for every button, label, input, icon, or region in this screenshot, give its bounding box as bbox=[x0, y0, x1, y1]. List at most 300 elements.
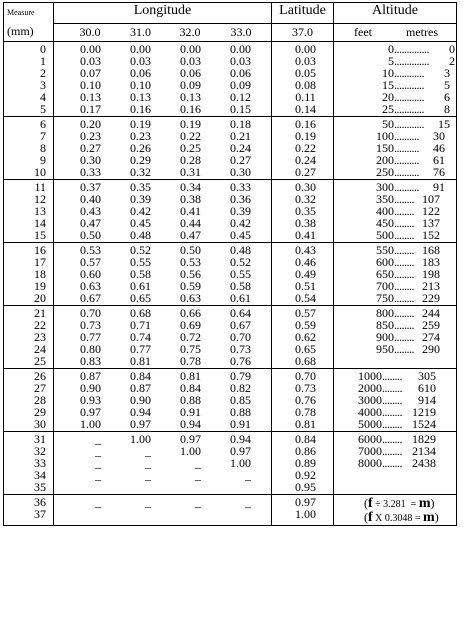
latitude-value: 0.86 bbox=[295, 444, 316, 457]
longitude-value bbox=[201, 508, 251, 520]
longitude-value: 0.73 bbox=[230, 342, 251, 355]
altitude-metres: 5 bbox=[444, 78, 450, 91]
latitude-header: Latitude bbox=[272, 3, 334, 24]
altitude-row bbox=[334, 256, 456, 268]
longitude-row bbox=[54, 382, 271, 394]
conversion-formula bbox=[334, 496, 456, 510]
longitude-value: 0.21 bbox=[230, 129, 251, 142]
longitude-value: 0.93 bbox=[80, 393, 101, 406]
longitude-value: 0.19 bbox=[130, 117, 151, 130]
longitude-value: 0.39 bbox=[130, 192, 151, 205]
altitude-row bbox=[334, 229, 456, 241]
longitude-row bbox=[54, 457, 271, 469]
altitude-metres: 3 bbox=[444, 66, 450, 79]
altitude-dots: .............. bbox=[394, 54, 429, 67]
altitude-row bbox=[334, 307, 456, 319]
latitude-value: 0.38 bbox=[295, 216, 316, 229]
longitude-value: 0.17 bbox=[80, 102, 101, 115]
altitude-cell bbox=[334, 431, 457, 494]
latitude-value: 0.35 bbox=[295, 204, 316, 217]
longitude-value: _ bbox=[245, 468, 251, 481]
longitude-row bbox=[54, 154, 271, 166]
altitude-metres: 229 bbox=[422, 291, 440, 304]
altitude-row bbox=[334, 280, 456, 292]
longitude-value: 0.29 bbox=[130, 153, 151, 166]
measure-cell bbox=[4, 305, 54, 368]
measure-value: 5 bbox=[40, 102, 46, 115]
longitude-cell bbox=[54, 494, 272, 525]
latitude-value: 0.81 bbox=[295, 417, 316, 430]
longitude-row bbox=[54, 268, 271, 280]
longitude-value: _ bbox=[145, 444, 151, 457]
altitude-metres: 8 bbox=[444, 102, 450, 115]
longitude-row bbox=[54, 205, 271, 217]
latitude-value: 0.92 bbox=[295, 468, 316, 481]
altitude-feet: 450 bbox=[376, 216, 394, 229]
longitude-value: 0.10 bbox=[130, 78, 151, 91]
longitude-value: 0.31 bbox=[180, 165, 201, 178]
longitude-value: 0.06 bbox=[130, 66, 151, 79]
altitude-feet: 25 bbox=[382, 102, 394, 115]
longitude-value: _ bbox=[95, 432, 101, 445]
longitude-row bbox=[54, 118, 271, 130]
longitude-value: 0.74 bbox=[130, 330, 151, 343]
longitude-value: 0.03 bbox=[80, 54, 101, 67]
longitude-value: 0.44 bbox=[180, 216, 201, 229]
longitude-row bbox=[54, 445, 271, 457]
altitude-row bbox=[334, 319, 456, 331]
longitude-value: 0.53 bbox=[80, 243, 101, 256]
altitude-row bbox=[334, 217, 456, 229]
altitude-dots: ............ bbox=[394, 78, 424, 91]
longitude-header: Longitude bbox=[54, 3, 272, 24]
longitude-row bbox=[54, 307, 271, 319]
longitude-value: 0.61 bbox=[230, 291, 251, 304]
measure-value: 36 bbox=[34, 495, 46, 508]
altitude-feet: 5000 bbox=[358, 417, 382, 430]
altitude-dots: ........ bbox=[382, 432, 402, 445]
measure-value: 17 bbox=[34, 255, 46, 268]
longitude-value: 0.52 bbox=[230, 255, 251, 268]
latitude-value: 0.43 bbox=[295, 243, 316, 256]
longitude-row bbox=[54, 193, 271, 205]
longitude-value: 0.50 bbox=[180, 243, 201, 256]
longitude-value: _ bbox=[95, 468, 101, 481]
longitude-value: 0.58 bbox=[130, 267, 151, 280]
paren: ( bbox=[364, 495, 368, 510]
longitude-value: _ bbox=[145, 468, 151, 481]
header-row bbox=[4, 3, 457, 24]
longitude-subheaders bbox=[54, 23, 272, 41]
longitude-value: 0.97 bbox=[130, 417, 151, 430]
altitude-dots: .......... bbox=[394, 165, 419, 178]
longitude-value: 0.59 bbox=[180, 279, 201, 292]
latitude-cell bbox=[272, 494, 334, 525]
latitude-value: 0.51 bbox=[295, 279, 316, 292]
longitude-value: 0.94 bbox=[180, 417, 201, 430]
altitude-row bbox=[334, 118, 456, 130]
altitude-metres: 15 bbox=[438, 117, 450, 130]
longitude-value: 0.60 bbox=[80, 267, 101, 280]
longitude-cell bbox=[54, 116, 272, 179]
altitude-feet: 0 bbox=[388, 42, 394, 55]
table-row-group bbox=[4, 242, 457, 305]
longitude-value: 0.71 bbox=[130, 318, 151, 331]
longitude-row bbox=[54, 229, 271, 241]
altitude-dots: ........ bbox=[394, 243, 414, 256]
altitude-metres: 107 bbox=[422, 192, 440, 205]
longitude-value: 0.28 bbox=[180, 153, 201, 166]
longitude-value: 0.97 bbox=[180, 432, 201, 445]
measure-value: 0 bbox=[40, 42, 46, 55]
latitude-value: 0.22 bbox=[295, 141, 316, 154]
longitude-value bbox=[151, 481, 201, 493]
altitude-feet: 200 bbox=[376, 153, 394, 166]
longitude-row bbox=[54, 508, 271, 520]
longitude-value: 0.66 bbox=[180, 306, 201, 319]
altitude-row bbox=[334, 130, 456, 142]
latitude-cell bbox=[272, 179, 334, 242]
altitude-header: Altitude bbox=[334, 3, 457, 24]
altitude-dots: ........ bbox=[394, 204, 414, 217]
longitude-value: _ bbox=[95, 444, 101, 457]
longitude-value: 0.56 bbox=[180, 267, 201, 280]
measure-value: 23 bbox=[34, 330, 46, 343]
longitude-row bbox=[54, 292, 271, 304]
longitude-value: 0.06 bbox=[180, 66, 201, 79]
altitude-metres: 2134 bbox=[412, 444, 436, 457]
longitude-value: 0.20 bbox=[80, 117, 101, 130]
longitude-value: 0.97 bbox=[80, 405, 101, 418]
longitude-cell bbox=[54, 368, 272, 431]
altitude-feet: 150 bbox=[376, 141, 394, 154]
longitude-value: 0.36 bbox=[230, 192, 251, 205]
longitude-value: 0.88 bbox=[180, 393, 201, 406]
subheader-row bbox=[4, 23, 457, 41]
altitude-feet: 3000 bbox=[358, 393, 382, 406]
altitude-dots: ........ bbox=[382, 456, 402, 469]
altitude-feet: 500 bbox=[376, 228, 394, 241]
altitude-metres: 183 bbox=[422, 255, 440, 268]
longitude-value: 0.16 bbox=[130, 102, 151, 115]
longitude-value: _ bbox=[195, 495, 201, 508]
measure-value: 6 bbox=[40, 117, 46, 130]
feet-symbol: f bbox=[368, 509, 373, 525]
altitude-feet: 350 bbox=[376, 192, 394, 205]
longitude-value: 0.33 bbox=[230, 180, 251, 193]
alt-metres-header: metres bbox=[406, 24, 438, 39]
longitude-row bbox=[54, 79, 271, 91]
longitude-value: 0.25 bbox=[180, 141, 201, 154]
measure-value: 11 bbox=[34, 180, 46, 193]
measure-value: 34 bbox=[34, 468, 46, 481]
longitude-value bbox=[54, 508, 101, 520]
measure-cell bbox=[4, 179, 54, 242]
altitude-feet: 20 bbox=[382, 90, 394, 103]
altitude-feet: 550 bbox=[376, 243, 394, 256]
altitude-metres: 91 bbox=[433, 180, 445, 193]
longitude-value: 0.34 bbox=[180, 180, 201, 193]
longitude-row bbox=[54, 418, 271, 430]
altitude-row bbox=[334, 43, 456, 55]
longitude-value: 0.65 bbox=[130, 291, 151, 304]
longitude-row bbox=[54, 166, 271, 178]
altitude-feet: 15 bbox=[382, 78, 394, 91]
longitude-value: 0.70 bbox=[230, 330, 251, 343]
latitude-value: 0.27 bbox=[295, 165, 316, 178]
altitude-metres: 198 bbox=[422, 267, 440, 280]
measure-value: 4 bbox=[40, 90, 46, 103]
latitude-value: 0.95 bbox=[295, 480, 316, 493]
table-row-group bbox=[4, 368, 457, 431]
longitude-value bbox=[101, 481, 151, 493]
altitude-feet: 300 bbox=[376, 180, 394, 193]
altitude-metres: 30 bbox=[433, 129, 445, 142]
longitude-value: 0.09 bbox=[180, 78, 201, 91]
measure-value: 24 bbox=[34, 342, 46, 355]
longitude-cell bbox=[54, 305, 272, 368]
longitude-row bbox=[54, 433, 271, 445]
longitude-value: 0.00 bbox=[130, 42, 151, 55]
altitude-row bbox=[334, 418, 456, 430]
longitude-value: 0.67 bbox=[230, 318, 251, 331]
altitude-dots: ........ bbox=[394, 228, 414, 241]
longitude-value: 0.61 bbox=[130, 279, 151, 292]
altitude-dots: ............ bbox=[394, 117, 424, 130]
longitude-row bbox=[54, 469, 271, 481]
table-row-group bbox=[4, 305, 457, 368]
measure-value: 7 bbox=[40, 129, 46, 142]
longitude-row bbox=[54, 103, 271, 115]
longitude-value: 0.52 bbox=[130, 243, 151, 256]
altitude-metres: 76 bbox=[433, 165, 445, 178]
longitude-value: 0.09 bbox=[230, 78, 251, 91]
latitude-value: 0.70 bbox=[295, 369, 316, 382]
longitude-value: 0.47 bbox=[180, 228, 201, 241]
longitude-value: 0.27 bbox=[230, 153, 251, 166]
latitude-value: 0.76 bbox=[295, 393, 316, 406]
lon-col-header: 32.0 bbox=[179, 24, 201, 39]
longitude-value: 0.40 bbox=[80, 192, 101, 205]
latitude-value: 0.03 bbox=[295, 54, 316, 67]
latitude-cell bbox=[272, 305, 334, 368]
longitude-value: 0.78 bbox=[180, 354, 201, 367]
altitude-feet: 650 bbox=[376, 267, 394, 280]
longitude-value: 0.77 bbox=[80, 330, 101, 343]
altitude-cell bbox=[334, 494, 457, 525]
altitude-metres: 6 bbox=[444, 90, 450, 103]
measure-cell bbox=[4, 242, 54, 305]
longitude-value: 0.45 bbox=[130, 216, 151, 229]
longitude-value: 0.24 bbox=[230, 141, 251, 154]
longitude-row bbox=[54, 496, 271, 508]
altitude-dots: ........ bbox=[394, 267, 414, 280]
longitude-row bbox=[54, 481, 271, 493]
conversion-table-sheet bbox=[3, 2, 457, 526]
altitude-feet: 700 bbox=[376, 279, 394, 292]
latitude-value: 0.46 bbox=[295, 255, 316, 268]
longitude-value: 0.07 bbox=[80, 66, 101, 79]
altitude-feet: 750 bbox=[376, 291, 394, 304]
altitude-row bbox=[334, 394, 456, 406]
table-row-group bbox=[4, 431, 457, 494]
longitude-value: 0.88 bbox=[230, 405, 251, 418]
altitude-feet: 7000 bbox=[358, 444, 382, 457]
altitude-row bbox=[334, 406, 456, 418]
altitude-feet: 50 bbox=[382, 117, 394, 130]
measure-value: 9 bbox=[40, 153, 46, 166]
longitude-value: 0.35 bbox=[130, 180, 151, 193]
longitude-row bbox=[54, 343, 271, 355]
longitude-row bbox=[54, 370, 271, 382]
longitude-row bbox=[54, 394, 271, 406]
measure-cell bbox=[4, 431, 54, 494]
measure-value: 16 bbox=[34, 243, 46, 256]
altitude-dots: ............ bbox=[394, 66, 424, 79]
latitude-value: 0.00 bbox=[295, 42, 316, 55]
longitude-value: 0.13 bbox=[80, 90, 101, 103]
longitude-value: 0.26 bbox=[130, 141, 151, 154]
longitude-value: 0.87 bbox=[130, 381, 151, 394]
altitude-dots: ............ bbox=[394, 102, 424, 115]
longitude-value: 0.13 bbox=[130, 90, 151, 103]
altitude-dots: ........ bbox=[394, 255, 414, 268]
table-body bbox=[4, 41, 457, 525]
longitude-value: 0.37 bbox=[80, 180, 101, 193]
longitude-value bbox=[54, 481, 101, 493]
measure-value: 33 bbox=[34, 456, 46, 469]
longitude-value: 0.42 bbox=[230, 216, 251, 229]
lon-col-header: 30.0 bbox=[79, 24, 101, 39]
measure-value: 25 bbox=[34, 354, 46, 367]
altitude-cell bbox=[334, 305, 457, 368]
longitude-value: 0.91 bbox=[180, 405, 201, 418]
longitude-value: 0.87 bbox=[80, 369, 101, 382]
measure-value: 26 bbox=[34, 369, 46, 382]
longitude-row bbox=[54, 355, 271, 367]
longitude-row bbox=[54, 130, 271, 142]
altitude-dots: ........ bbox=[394, 318, 414, 331]
measure-value: 14 bbox=[34, 216, 46, 229]
longitude-value: 1.00 bbox=[230, 456, 251, 469]
longitude-cell bbox=[54, 41, 272, 116]
altitude-feet: 250 bbox=[376, 165, 394, 178]
latitude-value: 0.97 bbox=[295, 495, 316, 508]
longitude-value: 0.90 bbox=[130, 393, 151, 406]
longitude-value: _ bbox=[145, 456, 151, 469]
latitude-value: 0.73 bbox=[295, 381, 316, 394]
longitude-row bbox=[54, 55, 271, 67]
longitude-value: 0.15 bbox=[230, 102, 251, 115]
longitude-row bbox=[54, 331, 271, 343]
altitude-feet: 600 bbox=[376, 255, 394, 268]
altitude-row bbox=[334, 154, 456, 166]
longitude-row bbox=[54, 319, 271, 331]
longitude-value: 0.23 bbox=[80, 129, 101, 142]
altitude-metres: 2438 bbox=[412, 456, 436, 469]
altitude-feet: 8000 bbox=[358, 456, 382, 469]
altitude-row bbox=[334, 244, 456, 256]
latitude-value: 0.49 bbox=[295, 267, 316, 280]
altitude-dots: ........ bbox=[382, 369, 402, 382]
measure-value: 1 bbox=[40, 54, 46, 67]
altitude-row bbox=[334, 292, 456, 304]
conversion-formula bbox=[334, 510, 456, 524]
longitude-row bbox=[54, 43, 271, 55]
longitude-value: 0.12 bbox=[230, 90, 251, 103]
metres-symbol: m bbox=[418, 495, 431, 511]
altitude-metres: 290 bbox=[422, 342, 440, 355]
longitude-value: 0.91 bbox=[230, 417, 251, 430]
measure-value: 18 bbox=[34, 267, 46, 280]
altitude-metres: 305 bbox=[418, 369, 436, 382]
longitude-value: 0.55 bbox=[130, 255, 151, 268]
altitude-row bbox=[334, 181, 456, 193]
paren: ) bbox=[430, 495, 435, 510]
longitude-value: 0.81 bbox=[130, 354, 151, 367]
longitude-value: 0.18 bbox=[230, 117, 251, 130]
altitude-row bbox=[334, 445, 456, 457]
latitude-cell bbox=[272, 242, 334, 305]
longitude-value: 0.48 bbox=[130, 228, 151, 241]
longitude-cell bbox=[54, 179, 272, 242]
altitude-row bbox=[334, 433, 456, 445]
longitude-row bbox=[54, 217, 271, 229]
longitude-value: 0.68 bbox=[130, 306, 151, 319]
table-row-group bbox=[4, 116, 457, 179]
latitude-value: 0.84 bbox=[295, 432, 316, 445]
longitude-value: 0.03 bbox=[130, 54, 151, 67]
latitude-value: 0.08 bbox=[295, 78, 316, 91]
longitude-row bbox=[54, 280, 271, 292]
longitude-value: 0.42 bbox=[130, 204, 151, 217]
altitude-subheaders bbox=[334, 23, 457, 41]
longitude-value: 0.47 bbox=[80, 216, 101, 229]
measure-value: 31 bbox=[34, 432, 46, 445]
longitude-value: 0.80 bbox=[80, 342, 101, 355]
altitude-metres: 1524 bbox=[412, 417, 436, 430]
longitude-row bbox=[54, 406, 271, 418]
longitude-row bbox=[54, 142, 271, 154]
altitude-feet: 2000 bbox=[358, 381, 382, 394]
longitude-row bbox=[54, 181, 271, 193]
altitude-metres: 61 bbox=[433, 153, 445, 166]
longitude-value: 0.85 bbox=[230, 393, 251, 406]
longitude-cell bbox=[54, 431, 272, 494]
longitude-value: _ bbox=[95, 456, 101, 469]
latitude-value: 0.89 bbox=[295, 456, 316, 469]
latitude-value: 0.24 bbox=[295, 153, 316, 166]
altitude-dots: ........ bbox=[394, 342, 414, 355]
longitude-value: 0.76 bbox=[230, 354, 251, 367]
table-row-group bbox=[4, 41, 457, 116]
altitude-cell bbox=[334, 41, 457, 116]
longitude-row bbox=[54, 67, 271, 79]
longitude-value: 0.00 bbox=[230, 42, 251, 55]
lon-col-header: 31.0 bbox=[130, 24, 151, 39]
conversion-table bbox=[3, 2, 457, 526]
altitude-metres: 168 bbox=[422, 243, 440, 256]
latitude-value: 1.00 bbox=[295, 507, 316, 520]
longitude-value bbox=[201, 481, 251, 493]
measure-value: 30 bbox=[34, 417, 46, 430]
altitude-metres: 274 bbox=[422, 330, 440, 343]
measure-value: 22 bbox=[34, 318, 46, 331]
longitude-value: 0.10 bbox=[80, 78, 101, 91]
measure-unit: (mm) bbox=[4, 23, 54, 41]
longitude-value: _ bbox=[145, 495, 151, 508]
altitude-dots: ........ bbox=[382, 417, 402, 430]
